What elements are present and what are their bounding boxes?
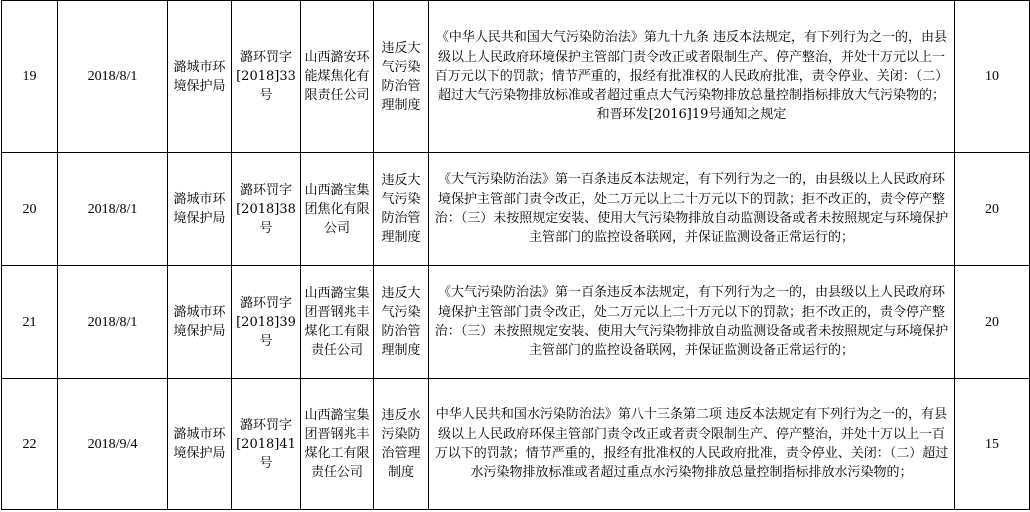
company-name: 山西潞宝集团晋钢兆丰煤化工有限责任公司	[301, 379, 374, 510]
legal-basis: 中华人民共和国水污染防治法》第八十三条第二项 违反本法规定有下列行为之一的，有县级以上人民政府环保主管部门责令改正或者责令限制生产、停产整治，并处十万以上一百万以下的罚款；情节严重的，报经有批准权的人民政府批准，责令停业、关闭：（二）超过水污染物排放标准或者超过重点水污染物排放总量控制指标排放水污染物的；	[429, 379, 955, 510]
penalty-date: 2018/9/4	[58, 379, 168, 510]
penalty-amount: 10	[955, 1, 1030, 153]
issuing-agency: 潞城市环境保护局	[168, 1, 232, 153]
table-row	[2, 266, 1030, 379]
violation-type: 违反水污染防治管理制度	[374, 379, 429, 510]
penalty-date: 2018/8/1	[58, 266, 168, 379]
table-row	[2, 153, 1030, 266]
violation-type: 违反大气污染防治管理制度	[374, 266, 429, 379]
row-index: 22	[2, 379, 58, 510]
issuing-agency: 潞城市环境保护局	[168, 153, 232, 266]
document-number: 潞环罚字[2018]41号	[232, 379, 301, 510]
company-name: 山西潞宝集团晋钢兆丰煤化工有限责任公司	[301, 266, 374, 379]
penalty-date: 2018/8/1	[58, 1, 168, 153]
row-index: 21	[2, 266, 58, 379]
company-name: 山西潞宝集团焦化有限公司	[301, 153, 374, 266]
legal-basis: 《大气污染防治法》第一百条违反本法规定，有下列行为之一的，由县级以上人民政府环境保护主管部门责令改正，处二万元以上二十万元以下的罚款；拒不改正的，责令停产整治：（三）未按照规定安装、使用大气污染物排放自动监测设备或者未按照规定与环境保护主管部门的监控设备联网，并保证监测设备正常运行的；	[429, 266, 955, 379]
violation-type: 违反大气污染防治管理制度	[374, 1, 429, 153]
penalty-amount: 15	[955, 379, 1030, 510]
issuing-agency: 潞城市环境保护局	[168, 379, 232, 510]
legal-basis: 《大气污染防治法》第一百条违反本法规定，有下列行为之一的，由县级以上人民政府环境保护主管部门责令改正，处二万元以上二十万元以下的罚款；拒不改正的，责令停产整治：（三）未按照规定安装、使用大气污染物排放自动监测设备或者未按照规定与环境保护主管部门的监控设备联网，并保证监测设备正常运行的；	[429, 153, 955, 266]
document-number: 潞环罚字[2018]39号	[232, 266, 301, 379]
violation-type: 违反大气污染防治管理制度	[374, 153, 429, 266]
company-name: 山西潞安环能煤焦化有限责任公司	[301, 1, 374, 153]
row-index: 19	[2, 1, 58, 153]
issuing-agency: 潞城市环境保护局	[168, 266, 232, 379]
penalty-amount: 20	[955, 153, 1030, 266]
table-row	[2, 1, 1030, 153]
penalty-table	[1, 0, 1030, 510]
document-number: 潞环罚字[2018]38号	[232, 153, 301, 266]
penalty-date: 2018/8/1	[58, 153, 168, 266]
table-row	[2, 379, 1030, 510]
penalty-amount: 20	[955, 266, 1030, 379]
legal-basis: 《中华人民共和国大气污染防治法》第九十九条 违反本法规定，有下列行为之一的，由县级以上人民政府环境保护主管部门责令改正或者限制生产、停产整治，并处十万元以上一百万元以下的罚款；情节严重的，报经有批准权的人民政府批准，责令停业、关闭：（二）超过大气污染物排放标准或者超过重点大气污染物排放总量控制指标排放大气污染物的；和晋环发[2016]19号通知之规定	[429, 1, 955, 153]
document-number: 潞环罚字[2018]33号	[232, 1, 301, 153]
row-index: 20	[2, 153, 58, 266]
